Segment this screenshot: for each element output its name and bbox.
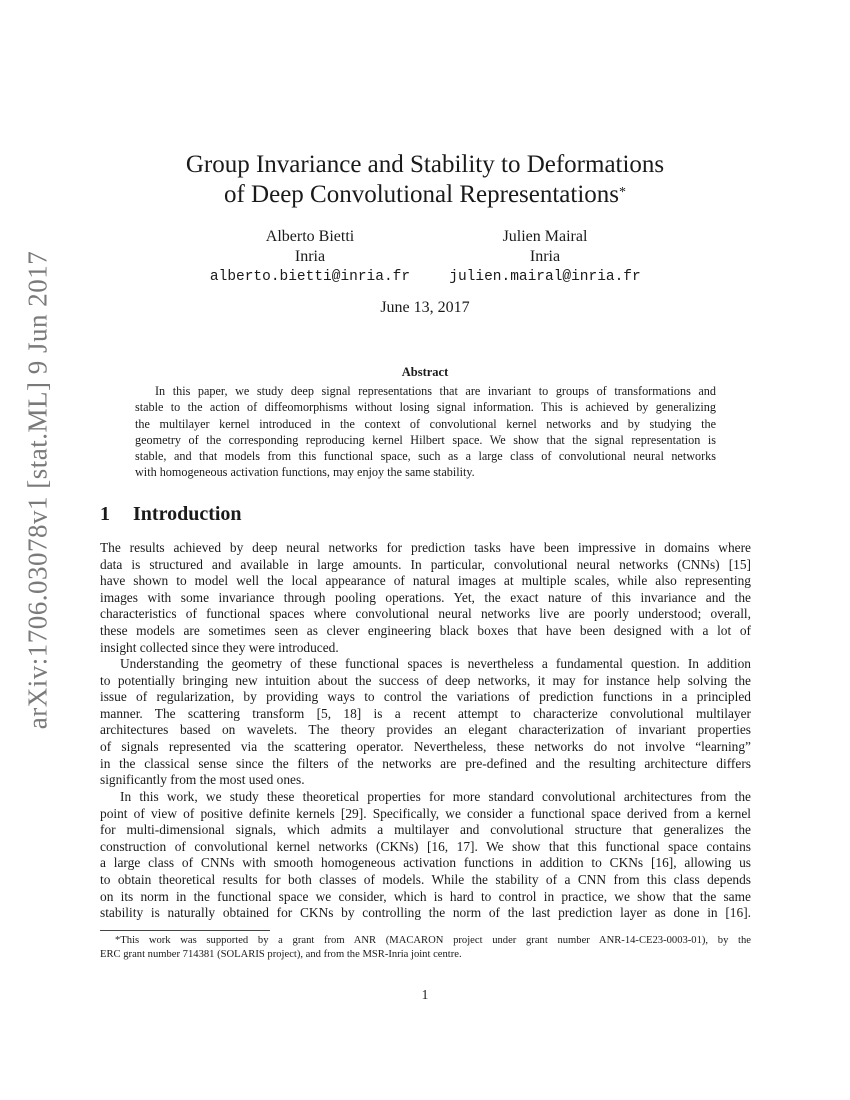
- paragraph-line: Understanding the geometry of these functional spaces is nevertheless a fundamental question. In addition: [120, 656, 751, 671]
- paragraph-line: In this work, we study these theoretical properties for more standard convolutional architectures from the: [120, 789, 751, 804]
- abstract-line: In this paper, we study deep signal representations that are invariant to groups of transformations and: [155, 384, 716, 398]
- author-email: alberto.bietti@inria.fr: [209, 269, 411, 285]
- paragraph-1: [100, 540, 751, 656]
- paragraph-line: point of view of positive definite kernels [29]. Specifically, we consider a functional space derived from a kernel: [100, 805, 751, 821]
- abstract-line: stable, and that models from this functional space, such as a large class of convolutional neural networks: [135, 449, 716, 464]
- paragraph-line: on its norm in the functional space we consider, which is hard to control in practice, we show that the same: [100, 888, 751, 904]
- abstract-line: the multilayer kernel introduced in the context of convolutional kernel networks and by studying the: [135, 416, 716, 431]
- author-email: julien.mairal@inria.fr: [449, 269, 641, 285]
- author-block-2: [440, 227, 650, 287]
- abstract-heading: Abstract: [401, 365, 449, 379]
- paragraph-3: [100, 789, 751, 922]
- paragraph-line: to potentially bringing new intuition about the success of deep networks, it may for instance help solving the: [100, 672, 751, 688]
- paragraph-line: in the classical sense since the filters of the networks are pre-defined and the resulting architecture differs: [100, 755, 751, 771]
- paragraph-line: have shown to model well the local appearance of natural images at multiple scales, while also representing: [100, 573, 751, 589]
- paragraph-line: insight collected since they were introduced.: [100, 639, 339, 655]
- footnote: [100, 934, 751, 962]
- paragraph-line: The results achieved by deep neural networks for prediction tasks have been impressive in domains where: [100, 540, 751, 555]
- paragraph-line: stability is naturally obtained for CKNs by controlling the norm of the last prediction layer as done in [16].: [100, 905, 751, 921]
- footnote-line: ERC grant number 714381 (SOLARIS project), and from the MSR-Inria joint centre.: [100, 949, 462, 960]
- author-block-1: [205, 227, 415, 287]
- title-footnote-mark: *: [619, 185, 627, 200]
- paragraph-line: to obtain theoretical results for both classes of models. While the stability of a CNN from this class depends: [100, 871, 751, 887]
- title-line-2: [0, 180, 850, 210]
- section-heading-introduction: [100, 503, 242, 526]
- footnote-line: *This work was supported by a grant from ANR (MACARON project under grant number ANR-14-CE23-0003-01), by the: [115, 935, 751, 946]
- paragraph-line: architectures based on wavelets. The theory provides an elegant characterization of invariant properties: [100, 722, 751, 738]
- author-name: Alberto Bietti: [265, 228, 355, 245]
- abstract-line: geometry of the corresponding reproducing kernel Hilbert space. We show that the signal representation is: [135, 432, 716, 447]
- section-title: Introduction: [133, 503, 242, 525]
- title-line-2-text: of Deep Convolutional Representations: [223, 181, 620, 208]
- paragraph-line: these models are sometimes seen as clever engineering black boxes that have been designed with a lot of: [100, 622, 751, 638]
- paragraph-line: a large class of CNNs with smooth homogeneous activation functions in addition to CKNs [16], allowing us: [100, 855, 751, 871]
- abstract-line: stable to the action of diffeomorphisms without losing signal information. This is achieved by generalizing: [135, 400, 716, 415]
- publication-date: June 13, 2017: [380, 299, 470, 316]
- paragraph-line: of signals represented via the scattering operator. Nevertheless, these networks do not involve “learning”: [100, 738, 751, 754]
- author-affiliation: Inria: [529, 248, 561, 265]
- page-number: 1: [421, 987, 429, 1002]
- paragraph-line: issue of regularization, by providing ways to control the variations of prediction functions in a principled: [100, 689, 751, 705]
- paragraph-2: [100, 656, 751, 789]
- footnote-divider: [100, 930, 270, 931]
- author-name: Julien Mairal: [502, 228, 588, 245]
- paragraph-line: for multi-dimensional signals, which admits a multilayer and convolutional structure that generalizes the: [100, 822, 751, 838]
- paragraph-line: significantly from the most used ones.: [100, 772, 305, 788]
- abstract-body: [135, 383, 716, 481]
- title-line-1: Group Invariance and Stability to Deformations: [185, 151, 665, 178]
- arxiv-identifier-stamp: arXiv:1706.03078v1 [stat.ML] 9 Jun 2017: [22, 250, 53, 730]
- paragraph-line: data is structured and available in large amounts. In particular, convolutional neural networks (CNNs) [15]: [100, 556, 751, 572]
- paragraph-line: characteristics of functional spaces where convolutional neural networks live are poorly understood; overall,: [100, 606, 751, 622]
- abstract-line: with homogeneous activation functions, may enjoy the same stability.: [135, 465, 475, 480]
- paragraph-line: images with some invariance through pooling operations. Yet, the exact nature of this invariance and the: [100, 589, 751, 605]
- author-affiliation: Inria: [294, 248, 326, 265]
- paragraph-line: manner. The scattering transform [5, 18] is a recent attempt to characterize convolutional multilayer: [100, 705, 751, 721]
- paper-title: [0, 150, 850, 210]
- section-number: 1: [100, 503, 110, 525]
- paragraph-line: construction of convolutional kernel networks (CKNs) [16, 17]. We show that this functional space contains: [100, 838, 751, 854]
